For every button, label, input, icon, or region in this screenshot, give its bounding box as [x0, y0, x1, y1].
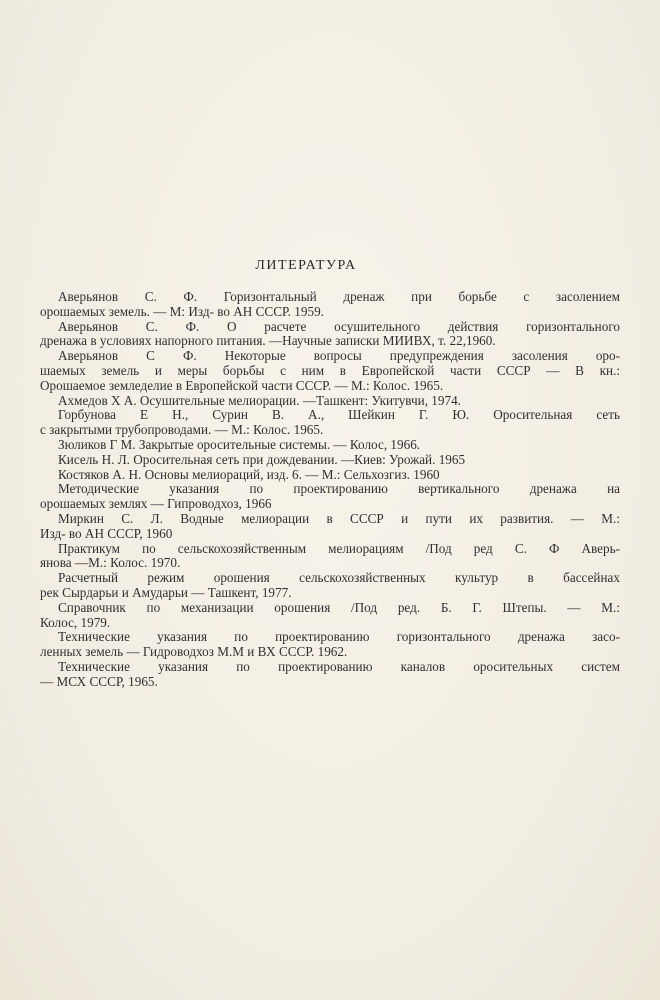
bibliography-entry-line: Аверьянов С. Ф. Горизонтальный дренаж при борьбе с засолением	[58, 289, 620, 304]
bibliography-entry-line: орошаемых земель. — М: Изд- во АН СССР. 1959.	[40, 303, 324, 319]
bibliography-entry-line: Аверьянов С. Ф. О расчете осушительного действия горизонтального	[58, 318, 620, 334]
bibliography-entry-line: Ахмедов Х А. Осушительные мелиорации. —Ташкент: Укитувчи, 1974.	[58, 392, 461, 408]
bibliography-entry-line: Аверьянов С Ф. Некоторые вопросы предупреждения засоления оро-	[58, 348, 620, 364]
bibliography-entry-line: с закрытыми трубопроводами. — М.: Колос. 1965.	[40, 422, 324, 438]
bibliography-entry-line: дренажа в условиях напорного питания. —Научные записки МИИВХ, т. 22,1960.	[40, 333, 496, 349]
bibliography-entry-line: Горбунова Е Н., Сурин В. А., Шейкин Г. Ю. Оросительная сеть	[58, 407, 620, 423]
bibliography-entry-line: Кисель Н. Л. Оросительная сеть при дождевании. —Киев: Урожай. 1965	[58, 451, 466, 467]
bibliography-entry	[40, 408, 620, 438]
bibliography-list	[40, 290, 620, 690]
bibliography-entry-line: Костяков А. Н. Основы мелиораций, изд. 6. — М.: Сельхозгиз. 1960	[58, 466, 440, 482]
bibliography-entry-line: Методические указания по проектированию вертикального дренажа на	[58, 481, 620, 497]
bibliography-entry-line: Орошаемое земледелие в Европейской части СССР. — М.: Колос. 1965.	[40, 377, 444, 393]
bibliography-entry-line: ленных земель — Гидроводхоз М.М и ВХ СССР. 1962.	[40, 644, 348, 660]
bibliography-entry-line: янова —М.: Колос. 1970.	[40, 555, 181, 571]
bibliography-entry-line: Справочник по механизации орошения /Под ред. Б. Г. Штепы. — М.:	[58, 599, 620, 615]
bibliography-entry	[40, 571, 620, 601]
bibliography-entry	[40, 660, 620, 690]
bibliography-entry-line: Миркин С. Л. Водные мелиорации в СССР и пути их развития. — М.:	[58, 510, 620, 526]
bibliography-entry-line: рек Сырдарьи и Амударьи — Ташкент, 1977.	[40, 584, 292, 600]
bibliography-entry-line: Технические указания по проектированию горизонтального дренажа засо-	[58, 629, 620, 645]
bibliography-entry	[40, 468, 620, 483]
bibliography-entry-line: Практикум по сельскохозяйственным мелиорациям /Под ред С. Ф Аверь-	[58, 540, 620, 556]
page-title: ЛИТЕРАТУРА	[255, 258, 357, 273]
bibliography-entry	[40, 320, 620, 350]
bibliography-entry	[40, 630, 620, 660]
bibliography-entry-line: Колос, 1979.	[40, 614, 111, 630]
bibliography-entry-line: — МСХ СССР, 1965.	[40, 673, 158, 689]
bibliography-entry	[40, 394, 620, 409]
bibliography-entry	[40, 482, 620, 512]
bibliography-entry	[40, 601, 620, 631]
bibliography-entry	[40, 512, 620, 542]
bibliography-entry-line: Расчетный режим орошения сельскохозяйственных культур в бассейнах	[58, 570, 620, 586]
bibliography-entry-line: Технические указания по проектированию каналов оросительных систем	[58, 658, 620, 674]
bibliography-entry	[40, 453, 620, 468]
bibliography-entry-line: орошаемых землях — Гипроводхоз, 1966	[40, 496, 272, 512]
bibliography-entry	[40, 349, 620, 393]
bibliography-entry	[40, 542, 620, 572]
bibliography-entry-line: шаемых земель и меры борьбы с ним в Европейской части СССР — В кн.:	[40, 362, 620, 378]
bibliography-entry	[40, 290, 620, 320]
bibliography-entry-line: Зюликов Г М. Закрытые оросительные системы. — Колос, 1966.	[58, 436, 421, 452]
bibliography-entry-line: Изд- во АН СССР, 1960	[40, 525, 173, 541]
bibliography-entry	[40, 438, 620, 453]
